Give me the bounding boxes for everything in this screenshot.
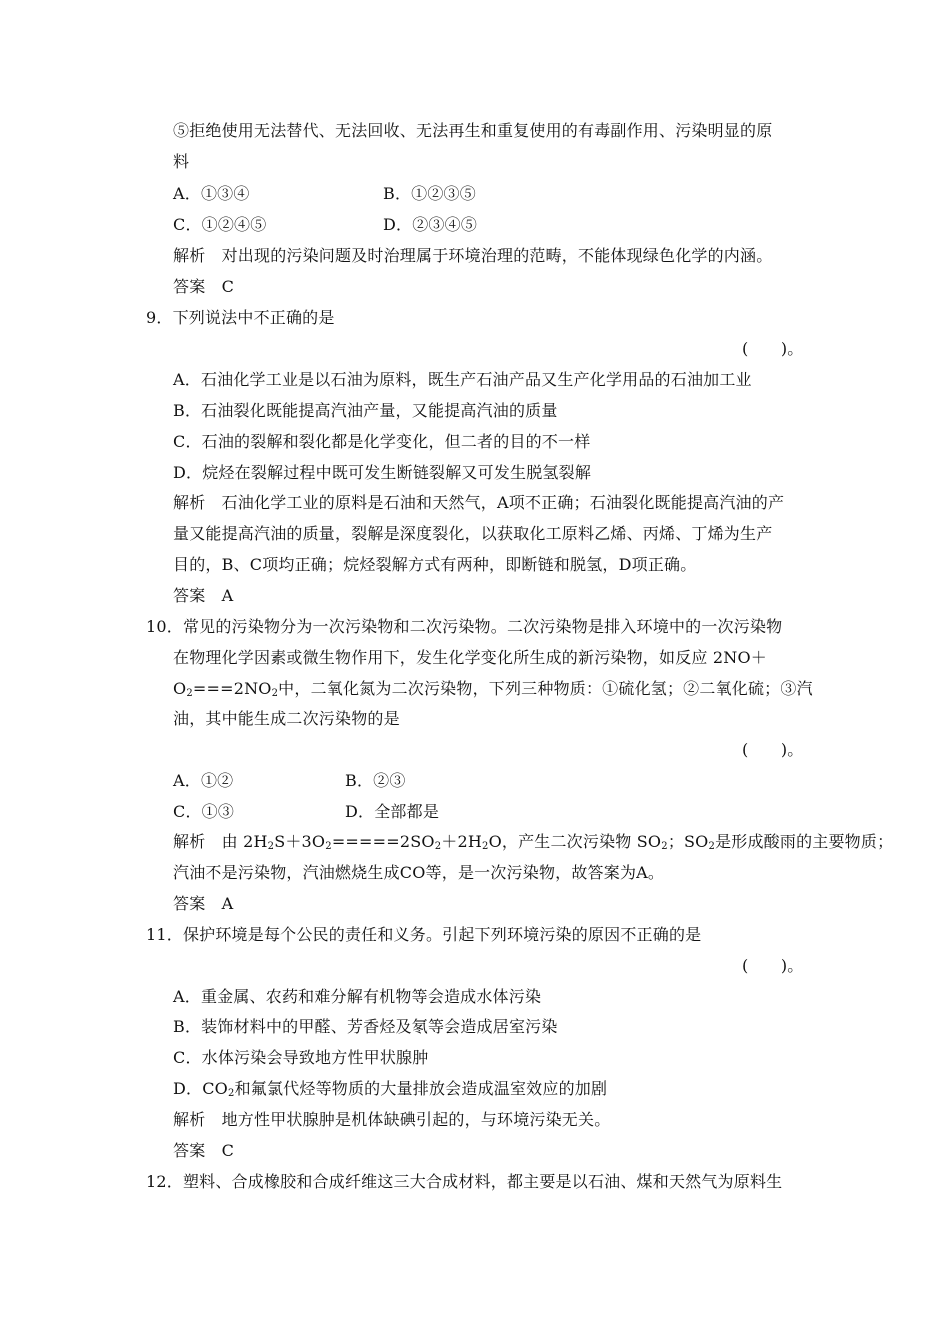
q9-analysis-line3: 目的，B、C项均正确；烷烃裂解方式有两种，即断链和脱氢，D项正确。 [173,555,697,574]
q9-option-a: A．石油化学工业是以石油为原料，既生产石油产品又生产化学用品的石油加工业 [173,370,752,389]
q9-stem: 9．下列说法中不正确的是 [146,308,335,327]
q11-analysis: 解析 地方性甲状腺肿是机体缺碘引起的，与环境污染无关。 [173,1110,611,1129]
q10-answer: 答案 A [173,894,234,913]
q9-option-b: B．石油裂化既能提高汽油产量，又能提高汽油的质量 [173,401,558,420]
q8-option-a: A．①③④ [173,184,250,203]
q10-stem-line4: 油，其中能生成二次污染物的是 [173,709,400,728]
q8-option-d: D．②③④⑤ [383,215,478,234]
q10-option-c: C．①③ [173,802,235,821]
q9-answer-paren: ( )。 [742,339,804,358]
q10-answer-paren: ( )。 [742,740,804,759]
q8-item5-line2: 料 [173,152,190,171]
q11-option-a: A．重金属、农药和难分解有机物等会造成水体污染 [173,987,542,1006]
q10-stem-line1: 10．常见的污染物分为一次污染物和二次污染物。二次污染物是排入环境中的一次污染物 [146,617,783,636]
q9-option-d: D．烷烃在裂解过程中既可发生断链裂解又可发生脱氢裂解 [173,463,592,482]
q8-answer: 答案 C [173,277,235,296]
q8-item5-line1: ⑤拒绝使用无法替代、无法回收、无法再生和重复使用的有毒副作用、污染明显的原 [173,121,773,140]
q11-stem: 11．保护环境是每个公民的责任和义务。引起下列环境污染的原因不正确的是 [146,925,702,944]
q9-analysis-line2: 量又能提高汽油的质量，裂解是深度裂化，以获取化工原料乙烯、丙烯、丁烯为生产 [173,524,773,543]
q11-option-d: D．$CO_2$和氟氯代烃等物质的大量排放会造成温室效应的加剧 [173,1079,608,1099]
q10-stem-line2: 在物理化学因素或微生物作用下，发生化学变化所生成的新污染物，如反应 2NO＋ [173,648,767,667]
q10-option-a: A．①② [173,771,234,790]
q8-option-c: C．①②④⑤ [173,215,267,234]
q10-option-d: D．全部都是 [345,802,440,821]
q10-analysis-line1: 解析 由 $2H_2S+3O_2=====2SO_2+2H_2O$，产生二次污染物 $SO_2$；$SO_2$是形成酸雨的主要物质； [173,832,894,852]
q9-analysis-line1: 解析 石油化学工业的原料是石油和天然气，A项不正确；石油裂化既能提高汽油的产 [173,493,785,512]
q12-stem: 12．塑料、合成橡胶和合成纤维这三大合成材料，都主要是以石油、煤和天然气为原料生 [146,1172,783,1191]
q11-answer-paren: ( )。 [742,956,804,975]
q11-answer: 答案 C [173,1141,235,1160]
q9-option-c: C．石油的裂解和裂化都是化学变化，但二者的目的不一样 [173,432,591,451]
q10-analysis-line2: 汽油不是污染物，汽油燃烧生成CO等，是一次污染物，故答案为A。 [173,863,665,882]
q11-option-b: B．装饰材料中的甲醛、芳香烃及氡等会造成居室污染 [173,1017,558,1036]
q8-option-b: B．①②③⑤ [383,184,476,203]
q8-analysis: 解析 对出现的污染问题及时治理属于环境治理的范畴，不能体现绿色化学的内涵。 [173,246,773,265]
q9-answer: 答案 A [173,586,234,605]
q10-stem-line3: $O_2===2NO_2$中，二氧化氮为二次污染物，下列三种物质：①硫化氢；②二氧化硫；③汽 [173,679,813,699]
q10-option-b: B．②③ [345,771,406,790]
q11-option-c: C．水体污染会导致地方性甲状腺肿 [173,1048,429,1067]
